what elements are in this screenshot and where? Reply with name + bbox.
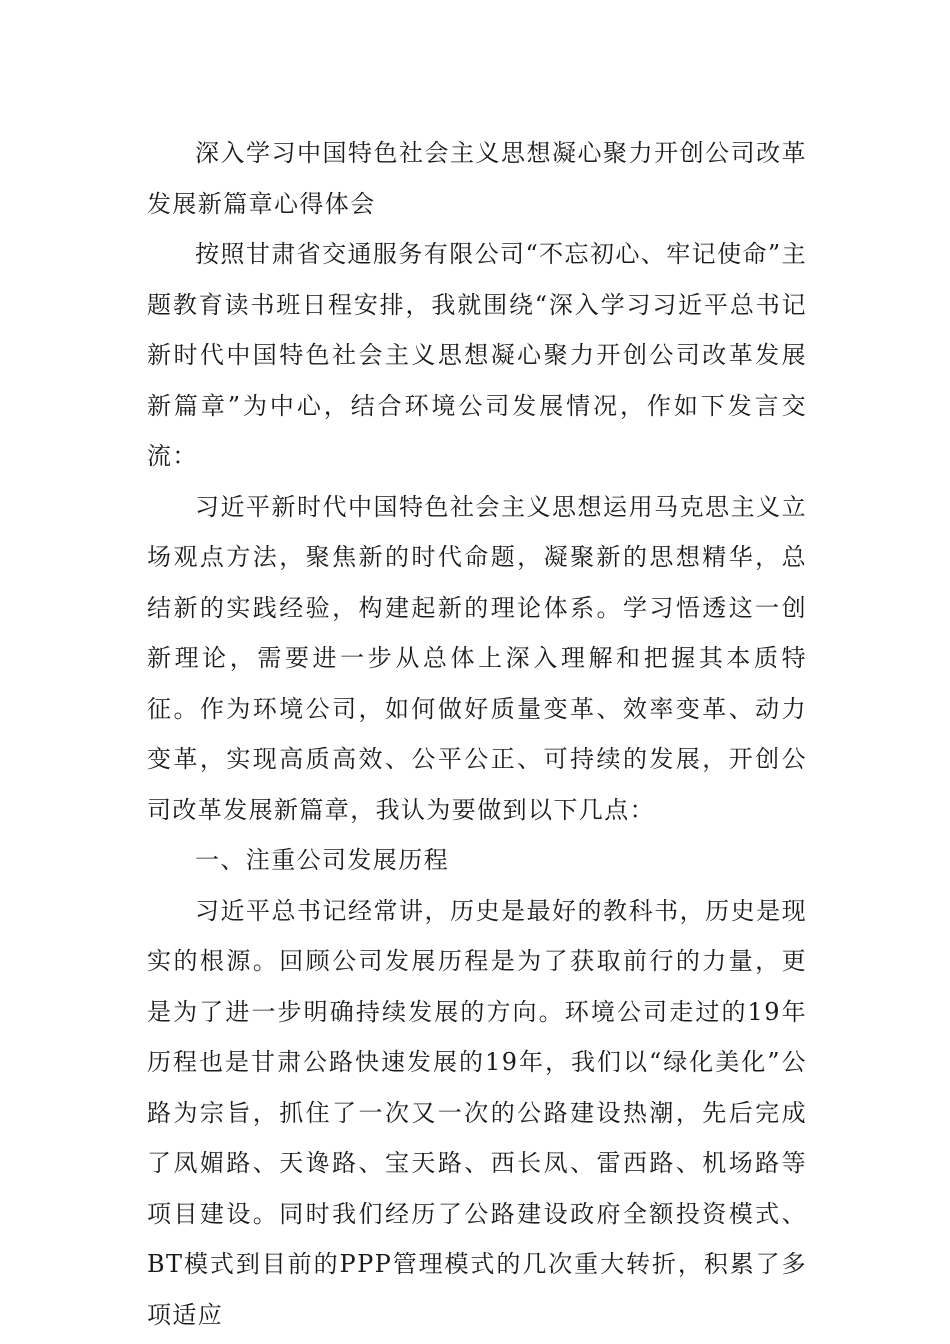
paragraph-theory: 习近平新时代中国特色社会主义思想运用马克思主义立场观点方法，聚焦新的时代命题，凝聚新的思想精华，总结新的实践经验，构建起新的理论体系。学习悟透这一创新理论，需要进一步从总体上深入理解和把握其本质特征。作为环境公司，如何做好质量变革、效率变革、动力变革，实现高质高效、公平公正、可持续的发展，开创公司改革发展新篇章，我认为要做到以下几点： [147,492,807,824]
paragraph-intro: 按照甘肃省交通服务有限公司“不忘初心、牢记使命”主题教育读书班日程安排，我就围绕“深入学习习近平总书记新时代中国特色社会主义思想凝心聚力开创公司改革发展新篇章”为中心，结合环境公司发展情况，作如下发言交流： [147,240,807,470]
document-title: 深入学习中国特色社会主义思想凝心聚力开创公司改革发展新篇章心得体会 [147,139,807,218]
paragraph-history: 习近平总书记经常讲，历史是最好的教科书，历史是现实的根源。回顾公司发展历程是为了获取前行的力量，更是为了进一步明确持续发展的方向。环境公司走过的19年历程也是甘肃公路快速发展的19年，我们以“绿化美化”公路为宗旨，抓住了一次又一次的公路建设热潮，先后完成了凤媚路、天谗路、宝天路、西长凤、雷西路、机场路等项目建设。同时我们经历了公路建设政府全额投资模式、BT模式到目前的PPP管理模式的几次重大转折，积累了多项适应 [147,896,807,1329]
section-heading-1: 一、注重公司发展历程 [195,846,449,874]
document-page [147,128,807,1340]
